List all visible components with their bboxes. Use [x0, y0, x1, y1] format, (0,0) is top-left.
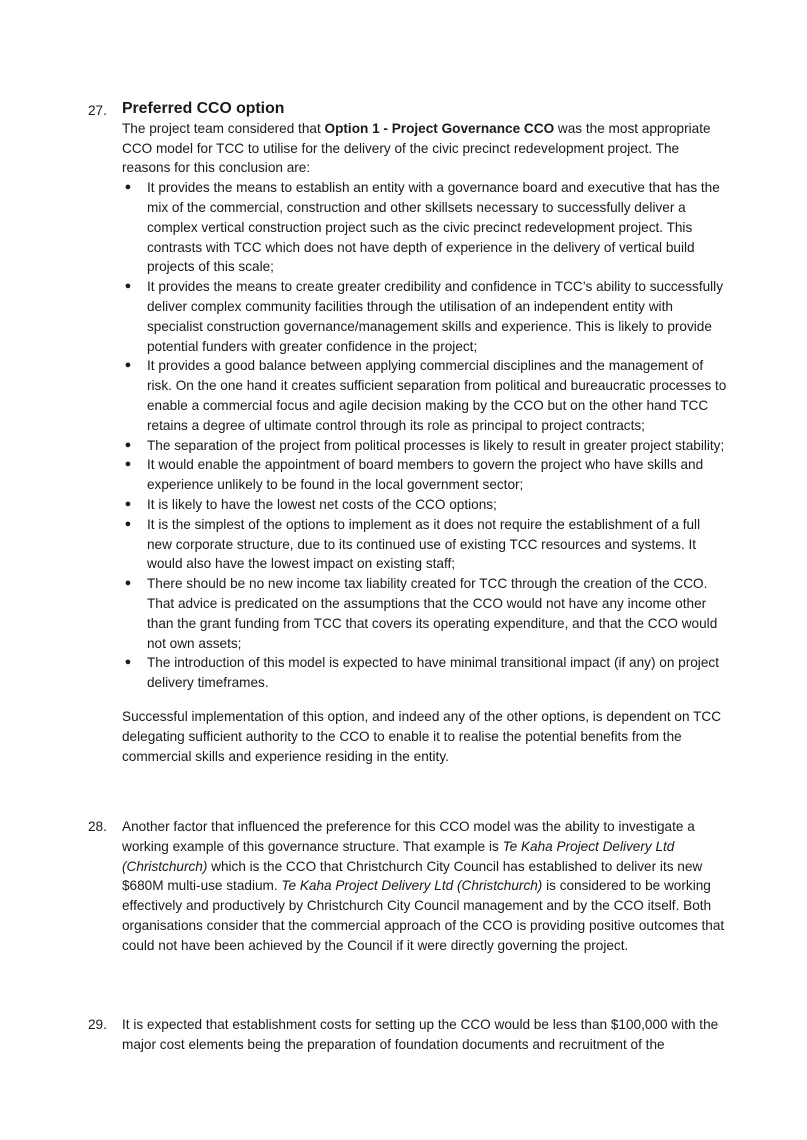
section-number: 27.	[88, 103, 107, 118]
bullet-icon: ●	[124, 359, 132, 372]
list-item: ● The introduction of this model is expected to have minimal transitional impact (if any) on project delivery timeframes.	[122, 653, 728, 693]
bullet-icon: ●	[124, 497, 132, 510]
section-body: It is expected that establishment costs for setting up the CCO would be less than $100,000 with the major cost elements being the preparation of foundation documents and recruitment of the	[122, 1017, 719, 1052]
section-28	[88, 817, 728, 956]
option-name: Option 1 - Project Governance CCO	[324, 120, 555, 136]
bullet-icon: ●	[124, 438, 132, 451]
list-item: ● It is the simplest of the options to implement as it does not require the establishment of a full new corporate structure, due to its continued use of existing TCC resources and systems. It would also have the lowest impact on existing staff;	[122, 515, 728, 574]
list-item: ● It would enable the appointment of board members to govern the project who have skills and experience unlikely to be found in the local government sector;	[122, 455, 728, 495]
company-name: Te Kaha Project Delivery Ltd (Christchurch)	[122, 838, 675, 874]
list-item: ● It provides the means to establish an entity with a governance board and executive that has the mix of the commercial, construction and other skillsets necessary to successfully deliver a complex vertical construction project such as the civic precinct redevelopment project. This contrasts with TCC which does not have depth of experience in the delivery of vertical build projects of this scale;	[122, 178, 728, 277]
section-27	[88, 99, 728, 766]
list-item: ● The separation of the project from political processes is likely to result in greater project stability;	[122, 436, 728, 456]
bullet-icon: ●	[124, 656, 132, 669]
section-heading: Preferred CCO option	[122, 100, 285, 117]
section-number: 28.	[88, 819, 107, 834]
list-item: ● There should be no new income tax liability created for TCC through the creation of the CCO. That advice is predicated on the assumptions that the CCO would not have any income other than the grant funding from TCC that covers its operating expenditure, and that the CCO would not own assets;	[122, 574, 728, 653]
section-29	[88, 1015, 728, 1055]
bullet-icon: ●	[124, 517, 132, 530]
reasons-list	[122, 178, 728, 693]
section-body: Another factor that influenced the preference for this CCO model was the ability to investigate a working example of this governance structure. That example is Te Kaha Project Delivery Ltd (Christchurch) which is the CCO that Christchurch City Council has established to deliver its new $680M multi-use stadium. Te Kaha Project Delivery Ltd (Christchurch) is considered to be working effectively and productively by Christchurch City Council management and by the CCO itself. Both organisations consider that the commercial approach of the CCO is providing positive outcomes that could not have been achieved by the Council if it were directly governing the project.	[122, 819, 725, 953]
list-item: ● It provides the means to create greater credibility and confidence in TCC’s ability to successfully deliver complex community facilities through the utilisation of an independent entity with specialist construction governance/management skills and experience. This is likely to provide potential funders with greater confidence in the project;	[122, 277, 728, 356]
section-intro: The project team considered that Option 1 - Project Governance CCO was the most appropriate CCO model for TCC to utilise for the delivery of the civic precinct redevelopment project. The reasons for this conclusion are:	[122, 120, 711, 176]
bullet-icon: ●	[124, 280, 132, 293]
bullet-icon: ●	[124, 458, 132, 471]
list-item: ● It is likely to have the lowest net costs of the CCO options;	[122, 495, 728, 515]
bullet-icon: ●	[124, 181, 132, 194]
company-name: Te Kaha Project Delivery Ltd (Christchurch)	[281, 878, 543, 894]
section-closing: Successful implementation of this option, and indeed any of the other options, is dependent on TCC delegating sufficient authority to the CCO to enable it to realise the potential benefits from the commercial skills and experience residing in the entity.	[122, 708, 722, 764]
bullet-icon: ●	[124, 577, 132, 590]
section-number: 29.	[88, 1017, 107, 1032]
list-item: ● It provides a good balance between applying commercial disciplines and the management of risk. On the one hand it creates sufficient separation from political and bureaucratic processes to enable a commercial focus and agile decision making by the CCO but on the other hand TCC retains a degree of ultimate control through its role as principal to project contracts;	[122, 356, 728, 435]
